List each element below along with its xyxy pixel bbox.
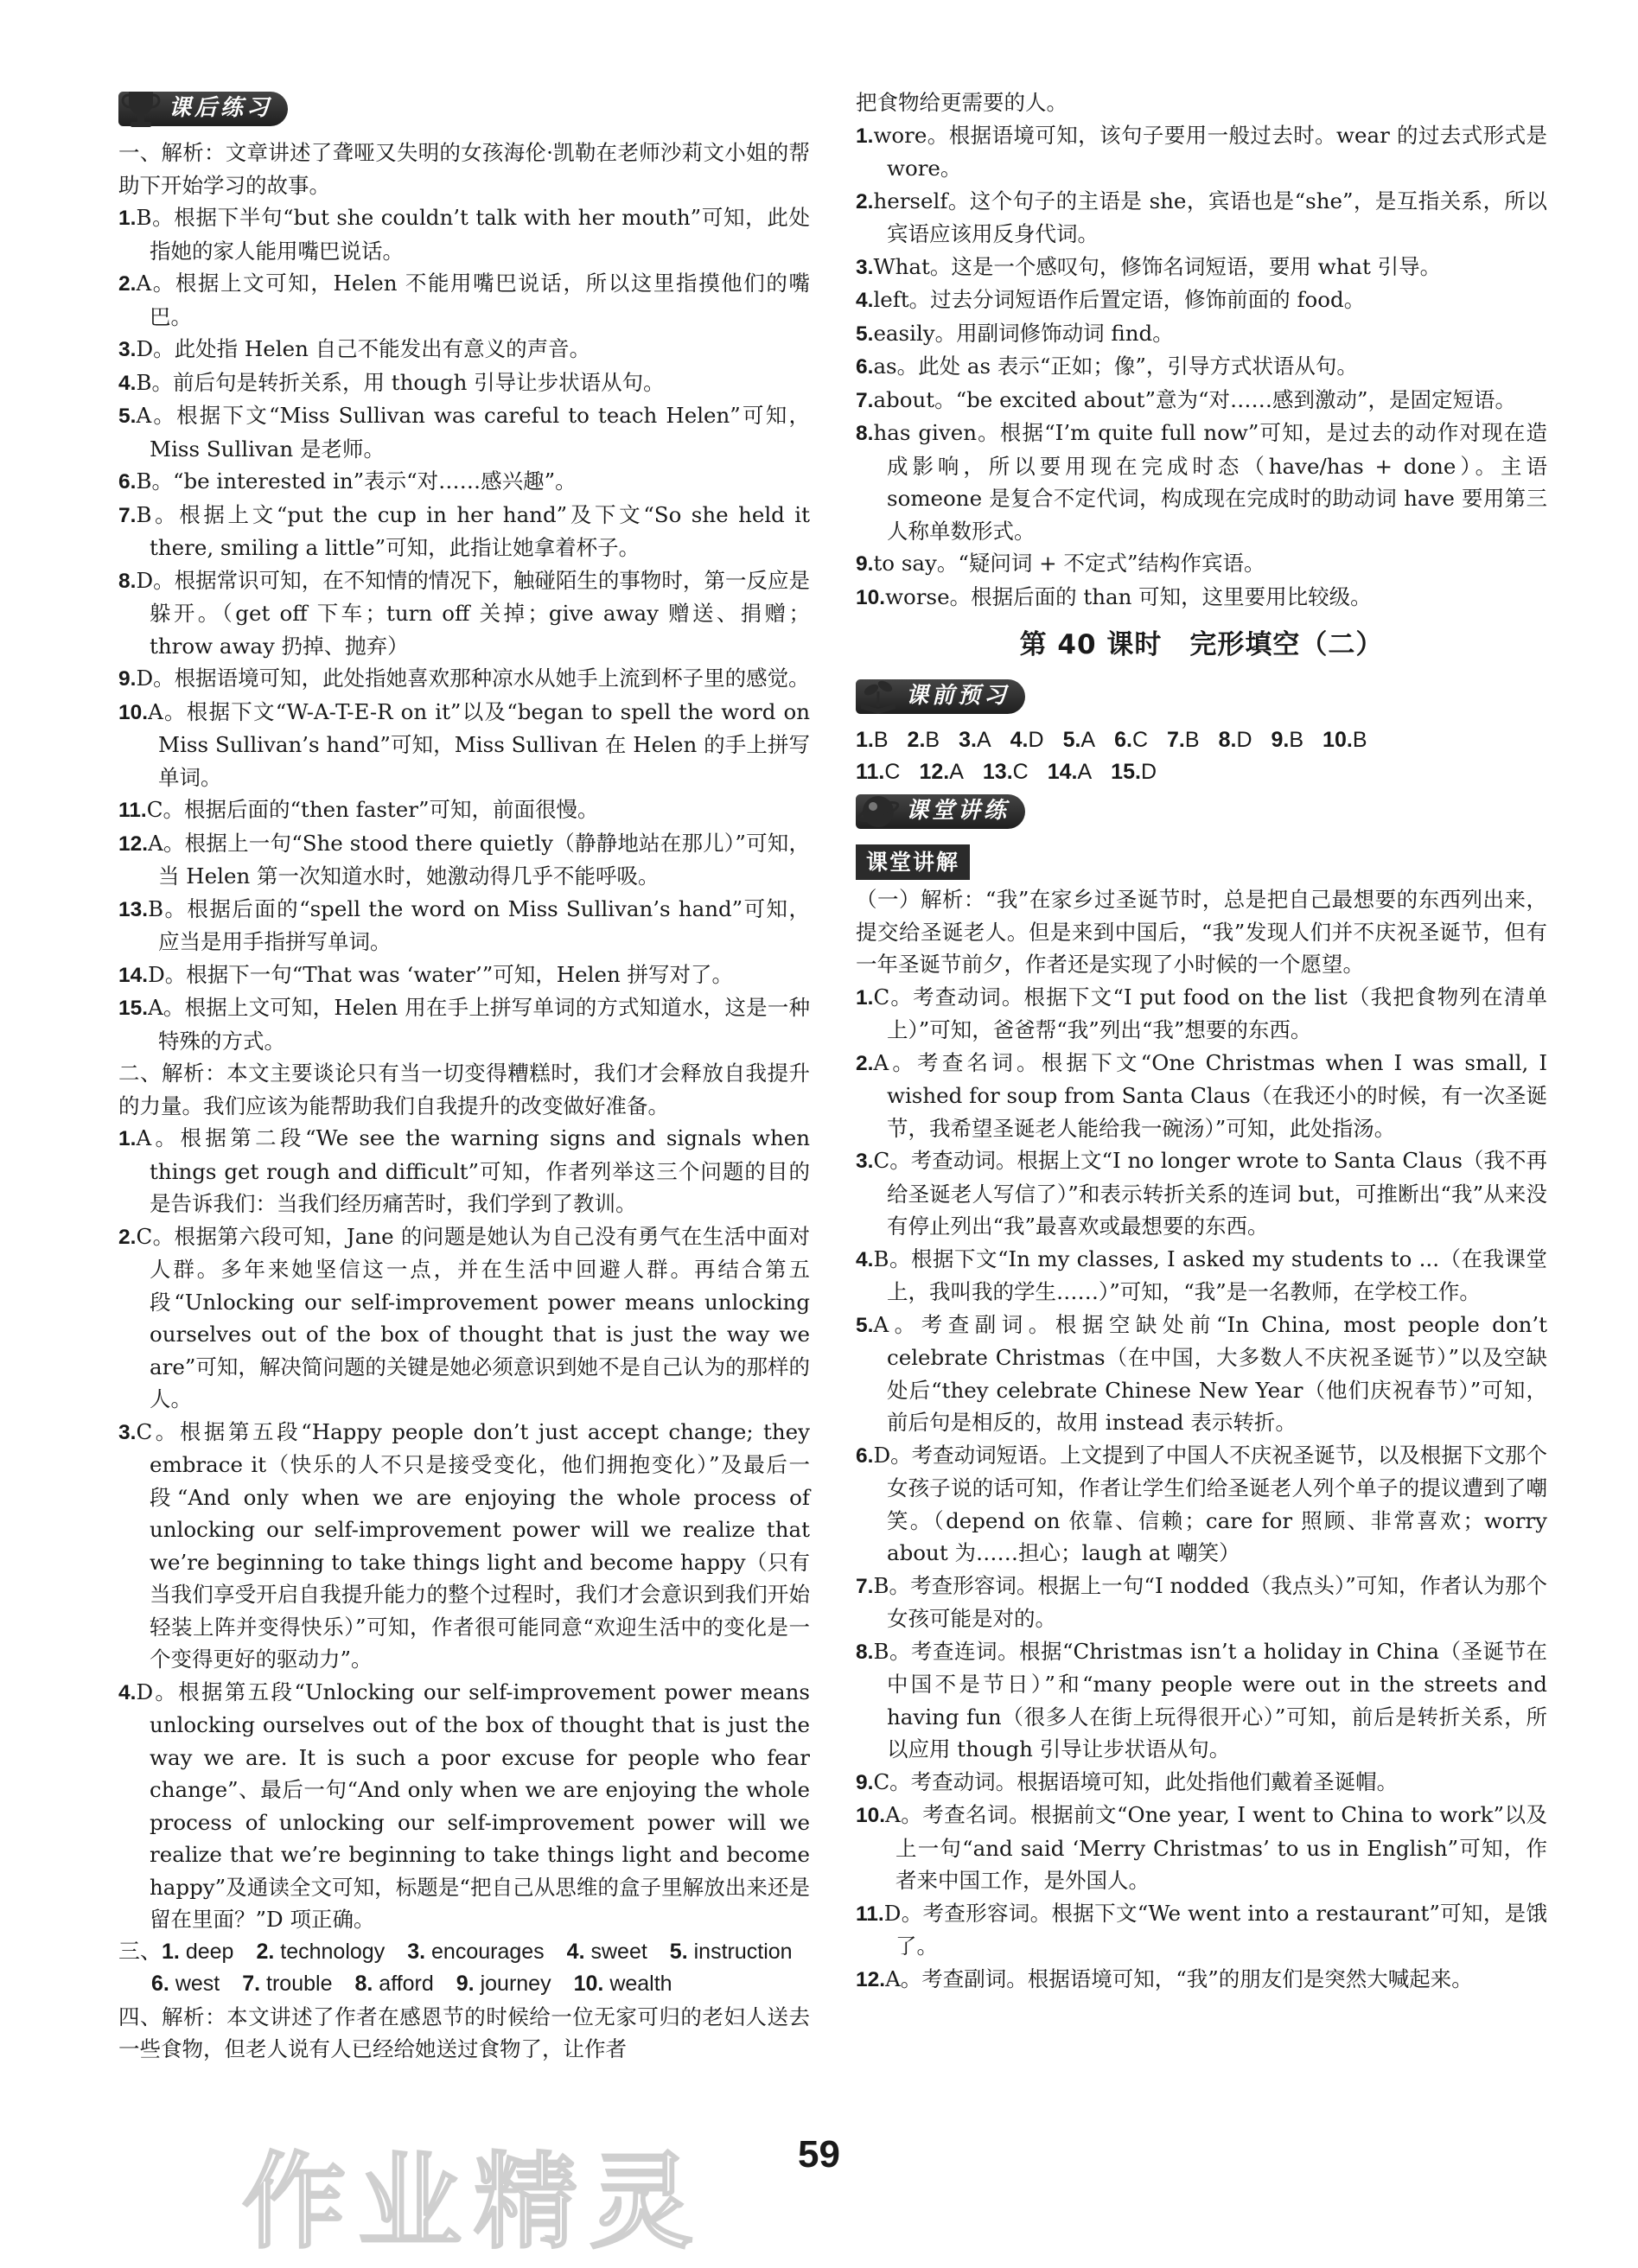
answer-item: 5.A	[1062, 727, 1096, 752]
list-item: 3.C。根据第五段“Happy people don’t just accept change; they embrace it（快乐的人不只是接受变化，他们拥抱变化）”及最后一段“And only when we are enjoying the whole process of unlocking our self-improvement power will we realize that we’re beginning to take things light and become happy（只有当我们享受开启自我提升能力的整个过程时，我们才会意识到我们开始轻装上阵并变得快乐）”可知，作者很可能同意“欢迎生活中的变化是一个变得更好的驱动力”。	[118, 1418, 810, 1672]
answer-item: 14.A	[1047, 760, 1093, 784]
list-item: 6.B。“be interested in”表示“对……感兴趣”。	[118, 468, 577, 494]
part-two-list	[118, 1122, 810, 1936]
list-item: 1.wore。根据语境可知，该句子要用一般过去时。wear 的过去式形式是 wore。	[856, 122, 1547, 181]
list-item: 7.B。根据上文“put the cup in her hand”及下文“So she held it there, smiling a little”可知，此指让她拿着杯子。	[118, 501, 810, 560]
list-item: 2.herself。这个句子的主语是 she，宾语也是“she”，是互指关系，所以宾语应该用反身代词。	[856, 188, 1547, 246]
right-column	[856, 86, 1547, 1996]
preview-section-header	[856, 674, 1547, 721]
list-item: 3.C。考查动词。根据上文“I no longer wrote to Santa Claus（我不再给圣诞老人写信了）”和表示转折关系的连词 but，可推断出“我”从来没有停止列出“我”最喜欢或最想要的东西。	[856, 1148, 1547, 1239]
homework-badge	[118, 92, 288, 126]
answer-item: 11.C	[856, 760, 901, 784]
list-item: 1.B。根据下半句“but she couldn’t talk with her mouth”可知，此处指她的家人能用嘴巴说话。	[118, 205, 810, 264]
list-item: 8.D。根据常识可知，在不知情的情况下，触碰陌生的事物时，第一反应是躲开。（get off 下车；turn off 关掉；give away 赠送、捐赠；throw away 扔掉、抛弃）	[118, 567, 810, 659]
list-item: 3.D。此处指 Helen 自己不能发出有意义的声音。	[118, 336, 591, 361]
class-section-header	[856, 789, 1547, 836]
part-four-continued: 把食物给更需要的人。	[856, 90, 1068, 115]
answer-item: 6.C	[1114, 727, 1149, 752]
answer-item: 3.A	[959, 727, 991, 752]
list-item: 1.C。考查动词。根据下文“I put food on the list（我把食物列在清单上）”可知，爸爸帮“我”列出“我”想要的东西。	[856, 984, 1547, 1042]
answer-item: 13.C	[982, 760, 1029, 784]
list-item: 7.B。考查形容词。根据上一句“I nodded（我点头）”可知，作者认为那个女孩可能是对的。	[856, 1572, 1547, 1631]
answer-item: 2.B	[907, 727, 940, 752]
page-number: 59	[798, 2133, 840, 2176]
list-item: 14.D。根据下一句“That was ‘water’”可知，Helen 拼写对了。	[118, 961, 734, 987]
list-item: 9.C。考查动词。根据语境可知，此处指他们戴着圣诞帽。	[856, 1768, 1399, 1794]
list-item: 5.easily。用副词修饰动词 find。	[856, 320, 1174, 346]
list-item: 8.B。考查连词。根据“Christmas isn’t a holiday in China（圣诞节在中国不是节日）”和“many people were out in the streets and having fun（很多人在街上玩得很开心）”可知，前后是转折关系，所以应用 though 引导让步状语从句。	[856, 1638, 1547, 1762]
list-item: 1.A。根据第二段“We see the warning signs and signals when things get rough and difficult”可知，作者列举这三个问题的目的是告诉我们：当我们经历痛苦时，我们学到了教训。	[118, 1125, 810, 1216]
list-item: 12.A。根据上一句“She stood there quietly（静静地站在那儿）”可知，当 Helen 第一次知道水时，她激动得几乎不能呼吸。	[118, 830, 810, 889]
answer-item: 1.B	[856, 727, 889, 752]
list-item: 12.A。考查副词。根据语境可知，“我”的朋友们是突然大喊起来。	[856, 1965, 1473, 1991]
list-item: 2.A。考查名词。根据下文“One Christmas when I was small, I wished for soup from Santa Claus（在我还小的时候，有一次圣诞节，我希望圣诞老人能给我一碗汤）”可知，此处指汤。	[856, 1049, 1547, 1141]
part-one-list	[118, 201, 810, 1057]
list-item: 13.B。根据后面的“spell the word on Miss Sullivan’s hand”可知，应当是用手指拼写单词。	[118, 895, 810, 954]
preview-header-text: 课前预习	[906, 682, 1010, 709]
list-item: 11.D。考查形容词。根据下文“We went into a restaurant”可知，是饿了。	[856, 1900, 1547, 1959]
list-item: 5.A。考查副词。根据空缺处前“In China, most people don’t celebrate Christmas（在中国，大多数人不庆祝圣诞节）”以及空缺处后“they celebrate Chinese New Year（他们庆祝春节）”可知，前后句是相反的，故用 instead 表示转折。	[856, 1311, 1547, 1435]
class-badge	[856, 794, 1025, 829]
list-item: 11.C。根据后面的“then faster”可知，前面很慢。	[118, 797, 599, 822]
preview-answers	[856, 724, 1547, 789]
answer-item: 8.D	[1218, 727, 1252, 752]
list-item: 6.as。此处 as 表示“正如；像”，引导方式状语从句。	[856, 354, 1358, 379]
list-item: 9.D。根据语境可知，此处指她喜欢那种凉水从她手上流到杯子里的感觉。	[118, 666, 810, 691]
list-item: 10.worse。根据后面的 than 可知，这里要用比较级。	[856, 583, 1372, 609]
list-item: 4.D。根据第五段“Unlocking our self-improvement power means unlocking ourselves out of the box of thought that is just the way we are. It is such a poor excuse for people who fear change”、最后一句“And only when we are enjoying the whole process of unlocking our self-improvement power will we realize that we’re beginning to take things light and become happy”及通读全文可知，标题是“把自己从思维的盒子里解放出来还是留在里面？”D 项正确。	[118, 1679, 810, 1932]
list-item: 10.A。根据下文“W-A-T-E-R on it”以及“began to spell the word on Miss Sullivan’s hand”可知，Miss Sullivan 在 Helen 的手上拼写单词。	[118, 698, 810, 790]
preview-badge	[856, 679, 1025, 714]
class-list	[856, 981, 1547, 1997]
answer-item: 15.D	[1111, 760, 1157, 784]
answer-item: 4.D	[1010, 727, 1044, 752]
list-item: 3.What。这是一个感叹句，修饰名词短语，要用 what 引导。	[856, 253, 1442, 279]
list-item: 2.C。根据第六段可知，Jane 的问题是她认为自己没有勇气在生活中面对人群。多年来她坚信这一点，并在生活中回避人群。再结合第五段“Unlocking our self-improvement power means unlocking ourselves out of the box of thought that is just the way we are”可知，解决简问题的关键是她必须意识到她不是自己认为的那样的人。	[118, 1223, 810, 1411]
plant-book-icon	[856, 674, 901, 719]
class-sub-tab: 课堂讲解	[856, 844, 970, 881]
answer-item: 9.B	[1271, 727, 1304, 752]
list-item: 4.B。前后句是转折关系，用 though 引导让步状语从句。	[118, 369, 665, 395]
list-item: 5.A。根据下文“Miss Sullivan was careful to teach Helen”可知，Miss Sullivan 是老师。	[118, 403, 810, 462]
list-item: 6.D。考查动词短语。上文提到了中国人不庆祝圣诞节，以及根据下文那个女孩子说的话可知，作者让学生们给圣诞老人列个单子的提议遭到了嘲笑。（depend on 依靠、信赖；care for 照顾、非常喜欢；worry about 为……担心；laugh at 嘲笑）	[856, 1442, 1547, 1565]
part-two-intro: 二、解析：本文主要谈论只有当一切变得糟糕时，我们才会释放自我提升的力量。我们应该为能帮助我们自我提升的改变做好准备。	[118, 1061, 810, 1118]
homework-section-header	[118, 86, 810, 133]
class-intro: （一）解析：“我”在家乡过圣诞节时，总是把自己最想要的东西列出来，提交给圣诞老人。但是来到中国后，“我”发现人们并不庆祝圣诞节，但有一年圣诞节前夕，作者还是实现了小时候的一个愿望。	[856, 887, 1547, 977]
answer-item: 7.B	[1167, 727, 1200, 752]
list-item: 9.to say。“疑问词 + 不定式”结构作宾语。	[856, 551, 1265, 576]
part-one-intro: 一、解析：文章讲述了聋哑又失明的女孩海伦·凯勒在老师沙莉文小姐的帮助下开始学习的故事。	[118, 140, 810, 198]
left-column	[118, 86, 810, 2066]
list-item: 4.B。根据下文“In my classes, I asked my students to ...（在我课堂上，我叫我的学生……）”可知，“我”是一名教师，在学校工作。	[856, 1245, 1547, 1304]
globe-icon	[856, 789, 901, 834]
class-header-text: 课堂讲练	[906, 797, 1010, 824]
answer-item: 12.A	[919, 760, 964, 784]
trophy-icon	[118, 86, 163, 131]
answer-item: 10.B	[1323, 727, 1367, 752]
part-three-vocab: 三、1. deep 2. technology 3. encourages 4. sweet 5. instruction 6. west 7. trouble 8. afford 9. journey 10. wealth	[118, 1939, 793, 1996]
list-item: 7.about。“be excited about”意为“对……感到激动”，是固定短语。	[856, 386, 1517, 412]
list-item: 15.A。根据上文可知，Helen 用在手上拼写单词的方式知道水，这是一种特殊的方式。	[118, 995, 810, 1054]
part-three-label: 三、	[118, 1939, 163, 1964]
part-four-intro: 四、解析：本文讲述了作者在感恩节的时候给一位无家可归的老妇人送去一些食物，但老人说有人已经给她送过食物了，让作者	[118, 2004, 810, 2061]
homework-header-text: 课后练习	[169, 95, 273, 122]
list-item: 4.left。过去分词短语作后置定语，修饰前面的 food。	[856, 287, 1366, 312]
list-item: 10.A。考查名词。根据前文“One year, I went to China to work”以及上一句“and said ‘Merry Christmas’ to us in English”可知，作者来中国工作，是外国人。	[856, 1802, 1547, 1893]
part-four-list	[856, 119, 1547, 615]
watermark: 作业精灵	[242, 2143, 705, 2263]
list-item: 8.has given。根据“I’m quite full now”可知，是过去的动作对现在造成影响，所以要用现在完成时态（have/has + done）。主语 someone 是复合不定代词，构成现在完成时的助动词 have 要用第三人称单数形式。	[856, 420, 1547, 544]
list-item: 2.A。根据上文可知，Helen 不能用嘴巴说话，所以这里指摸他们的嘴巴。	[118, 271, 810, 329]
lesson-title: 第 40 课时 完形填空（二）	[1019, 629, 1384, 660]
